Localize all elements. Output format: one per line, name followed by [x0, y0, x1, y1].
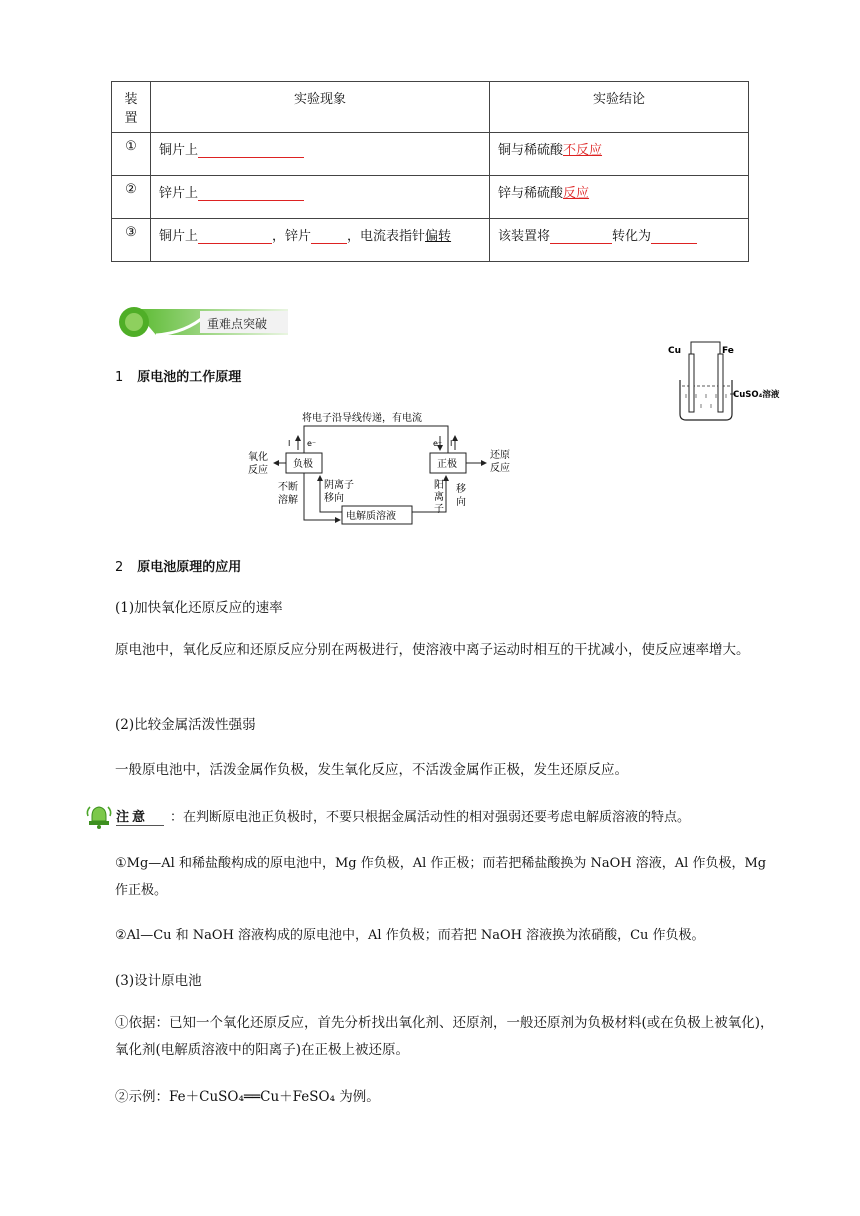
paragraph: ②示例：Fe＋CuSO₄══Cu＋FeSO₄ 为例。 — [115, 1089, 380, 1105]
row-id: ③ — [112, 219, 151, 262]
heading-applications — [115, 556, 241, 575]
row-id: ① — [112, 133, 151, 176]
answer-text: 反应 — [563, 186, 590, 201]
conclusion-cell — [490, 133, 749, 176]
cell-text: 铜片上 — [159, 143, 199, 158]
heading-text: 原电池的工作原理 — [137, 370, 242, 385]
table-header-phenomenon: 实验现象 — [151, 82, 490, 133]
current-label: I — [450, 439, 453, 448]
answer-blank — [198, 228, 272, 244]
note-underline — [116, 825, 164, 826]
conclusion-cell — [490, 219, 749, 262]
dissolve-label: 不断 — [278, 482, 298, 493]
fe-electrode-label: Fe — [722, 346, 734, 356]
cation-label: 阳 — [434, 480, 444, 491]
heading-number: 1 — [115, 370, 124, 385]
dissolve-label: 溶解 — [278, 495, 298, 506]
paragraph: 原电池中，氧化反应和还原反应分别在两极进行，使溶液中离子运动时相互的干扰减小，使反应速率增大。 — [115, 642, 750, 658]
cell-text: 锌片上 — [159, 186, 199, 201]
oxidation-label: 反应 — [248, 465, 268, 476]
note-item: ②Al—Cu 和 NaOH 溶液构成的原电池中，Al 作负极；而若把 NaOH 溶液换为浓硝酸，Cu 作负极。 — [115, 928, 705, 943]
answer-blank — [198, 185, 304, 201]
electron-label: e⁻ — [433, 439, 443, 448]
bell-icon — [84, 804, 114, 830]
move-label: 向 — [456, 497, 466, 508]
heading-number: 2 — [115, 560, 124, 575]
table-header-row — [112, 82, 749, 133]
conclusion-cell — [490, 176, 749, 219]
electrolyte-label: 电解质溶液 — [346, 511, 396, 522]
answer-blank — [550, 228, 612, 244]
move-label: 移 — [456, 484, 466, 495]
current-label: I — [288, 439, 291, 448]
galvanic-cell-apparatus — [660, 336, 800, 426]
cell-text: 铜与稀硫酸 — [498, 143, 564, 158]
answer-text: 不反应 — [563, 143, 603, 158]
section-badge-label: 重难点突破 — [207, 317, 268, 331]
table-row — [112, 219, 749, 262]
positive-electrode-label: 正极 — [437, 459, 457, 470]
phenomenon-cell — [151, 219, 490, 262]
cell-text: 该装置将 — [498, 229, 551, 244]
subsection-title: (3)设计原电池 — [115, 973, 202, 989]
table-header-conclusion: 实验结论 — [490, 82, 749, 133]
row-id: ② — [112, 176, 151, 219]
answer-blank — [651, 228, 697, 244]
principle-diagram — [240, 408, 530, 533]
anion-label: 移向 — [324, 493, 344, 504]
note-text: ：在判断原电池正负极时，不要只根据金属活动性的相对强弱还要考虑电解质溶液的特点。 — [170, 810, 691, 825]
cu-electrode-label: Cu — [668, 346, 682, 356]
answer-blank — [311, 228, 347, 244]
oxidation-label: 氧化 — [248, 452, 268, 463]
paragraph: ①依据：已知一个氧化还原反应，首先分析找出氧化剂、还原剂，一般还原剂为负极材料(或在负极上被氧化)，氧化剂(电解质溶液中的阳离子)在正极上被还原。 — [115, 1015, 774, 1058]
subsection-title: (1)加快氧化还原反应的速率 — [115, 600, 283, 616]
negative-electrode-label: 负极 — [293, 459, 313, 470]
table-row — [112, 133, 749, 176]
cation-label: 子 — [434, 504, 444, 515]
reduction-label: 反应 — [490, 463, 510, 474]
electron-label: e⁻ — [307, 439, 317, 448]
reduction-label: 还原 — [490, 450, 510, 461]
cell-text: ，锌片 — [272, 229, 312, 244]
note-label: 注意 — [116, 810, 149, 825]
cell-text: 转化为 — [612, 229, 652, 244]
phenomenon-cell — [151, 176, 490, 219]
heading-text: 原电池原理的应用 — [137, 560, 242, 575]
anion-label: 阴离子 — [324, 480, 354, 491]
heading-working-principle — [115, 366, 241, 385]
phenomenon-cell — [151, 133, 490, 176]
cell-text: 铜片上 — [159, 229, 199, 244]
table-header-device: 装置 — [112, 82, 151, 133]
answer-blank — [198, 142, 304, 158]
cation-label: 离 — [434, 492, 444, 503]
note-item: ①Mg—Al 和稀盐酸构成的原电池中，Mg 作负极，Al 作正极；而若把稀盐酸换为 NaOH 溶液，Al 作负极，Mg 作正极。 — [115, 856, 767, 898]
cell-text: 锌与稀硫酸 — [498, 186, 564, 201]
answer-text: 偏转 — [425, 229, 452, 244]
experiment-table — [111, 81, 749, 262]
solution-label: CuSO₄溶液 — [733, 390, 780, 400]
paragraph: 一般原电池中，活泼金属作负极，发生氧化反应，不活泼金属作正极，发生还原反应。 — [115, 762, 628, 778]
table-row — [112, 176, 749, 219]
top-label: 将电子沿导线传递，有电流 — [302, 413, 422, 424]
cell-text: ，电流表指针 — [347, 229, 426, 244]
subsection-title: (2)比较金属活泼性强弱 — [115, 717, 256, 733]
